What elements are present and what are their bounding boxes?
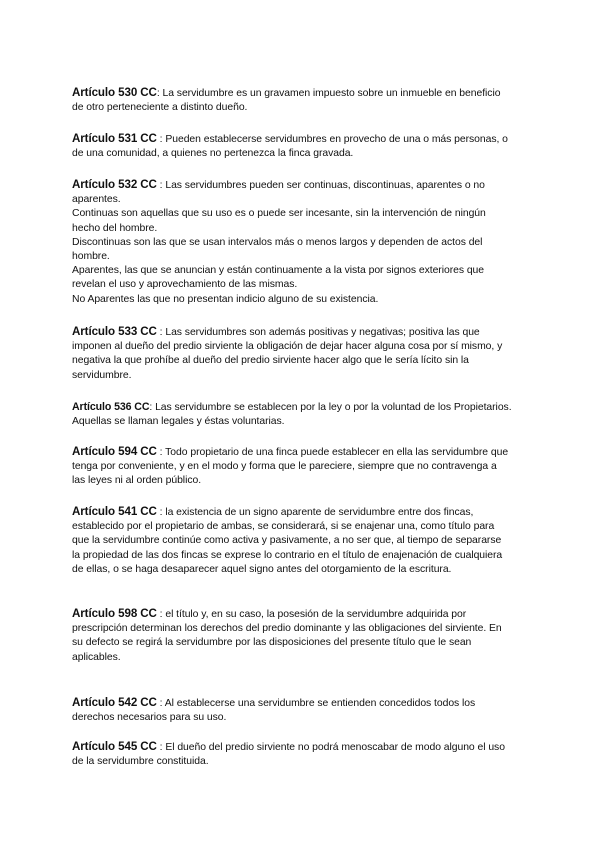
article-heading: Artículo 598 CC — [72, 607, 157, 620]
article-531 — [72, 132, 512, 161]
article-532 — [72, 178, 512, 307]
article-heading: Artículo 542 CC — [72, 696, 157, 709]
article-paragraph — [72, 86, 512, 115]
article-paragraph: Aparentes, las que se anuncian y están continuamente a la vista por signos exteriores que revelan el uso y aprovechamiento de las mismas. — [72, 265, 485, 291]
article-paragraph: Continuas son aquellas que su uso es o puede ser incesante, sin la intervención de ningún hecho del hombre. — [72, 208, 486, 234]
article-heading: Artículo 541 CC — [72, 505, 157, 518]
article-598 — [72, 607, 512, 665]
article-paragraph — [72, 445, 512, 489]
article-paragraph: No Aparentes las que no presentan indicio alguno de su existencia. — [72, 293, 379, 305]
article-heading: Artículo 530 CC — [72, 86, 157, 99]
article-text: : Las servidumbre se establecen por la ley o por la voluntad de los Propietarios. Aquellas se llaman legales y éstas voluntarias. — [72, 402, 512, 428]
article-heading: Artículo 545 CC — [72, 740, 157, 753]
article-text: : Todo propietario de una finca puede establecer en ella las servidumbre que tenga por conveniente, y en el modo y forma que le pareciere, siempre que no contravenga a las leyes ni al orden público. — [72, 447, 509, 487]
article-heading: Artículo 533 CC — [72, 325, 157, 338]
article-536 — [72, 400, 512, 429]
article-541 — [72, 505, 512, 577]
article-text: : Las servidumbres son además positivas y negativas; positiva las que imponen al dueño del predio sirviente la obligación de dejar hacer alguna cosa por sí mismo, y negativa la que prohíbe al dueño del predio sirviente hacer algo que le sería lícito sin la servidumbre. — [72, 327, 503, 381]
article-545 — [72, 740, 512, 769]
article-533 — [72, 325, 512, 383]
article-text: : El dueño del predio sirviente no podrá menoscabar de modo alguno el uso de la servidumbre constituida. — [72, 742, 505, 768]
article-paragraph — [72, 132, 512, 161]
article-text: : el título y, en su caso, la posesión de la servidumbre adquirida por prescripción determinan los derechos del predio dominante y las obligaciones del sirviente. En su defecto se regirá la servidumbre por las disposiciones del presente título que le sean aplicables. — [72, 609, 502, 663]
article-594 — [72, 445, 512, 489]
article-542 — [72, 696, 512, 725]
article-paragraph — [72, 740, 512, 769]
article-heading: Artículo 531 CC — [72, 132, 157, 145]
article-530 — [72, 86, 512, 115]
article-heading: Artículo 532 CC — [72, 178, 157, 191]
article-text: : Las servidumbres pueden ser continuas, discontinuas, aparentes o no aparentes. — [72, 180, 485, 206]
article-paragraph — [72, 505, 512, 577]
article-paragraph — [72, 400, 512, 429]
article-heading: Artículo 594 CC — [72, 445, 157, 458]
article-text: : La servidumbre es un gravamen impuesto sobre un inmueble en beneficio de otro perteneciente a distinto dueño. — [72, 88, 501, 114]
article-heading: Artículo 536 CC — [72, 401, 150, 413]
article-paragraph — [72, 607, 512, 665]
article-paragraph — [72, 325, 512, 383]
article-paragraph — [72, 696, 512, 725]
article-paragraph: Discontinuas son las que se usan intervalos más o menos largos y dependen de actos del hombre. — [72, 236, 483, 263]
article-text: : Al establecerse una servidumbre se entienden concedidos todos los derechos necesarios para su uso. — [72, 698, 476, 724]
article-text: : la existencia de un signo aparente de servidumbre entre dos fincas, establecido por el propietario de ambas, se considerará, si se enajenar una, como título para que la servidumbre continúe como activa y pasivamente, a no ser que, al tiempo de separarse la propiedad de las dos fincas se exprese lo contrario en el título de enajenación de cualquiera de ellas, o se haga desaparecer aquel signo antes del otorgamiento de la escritura. — [72, 507, 503, 575]
article-paragraph — [72, 178, 512, 207]
article-text: : Pueden establecerse servidumbres en provecho de una o más personas, o de una comunidad, a quienes no pertenezca la finca gravada. — [72, 134, 508, 160]
